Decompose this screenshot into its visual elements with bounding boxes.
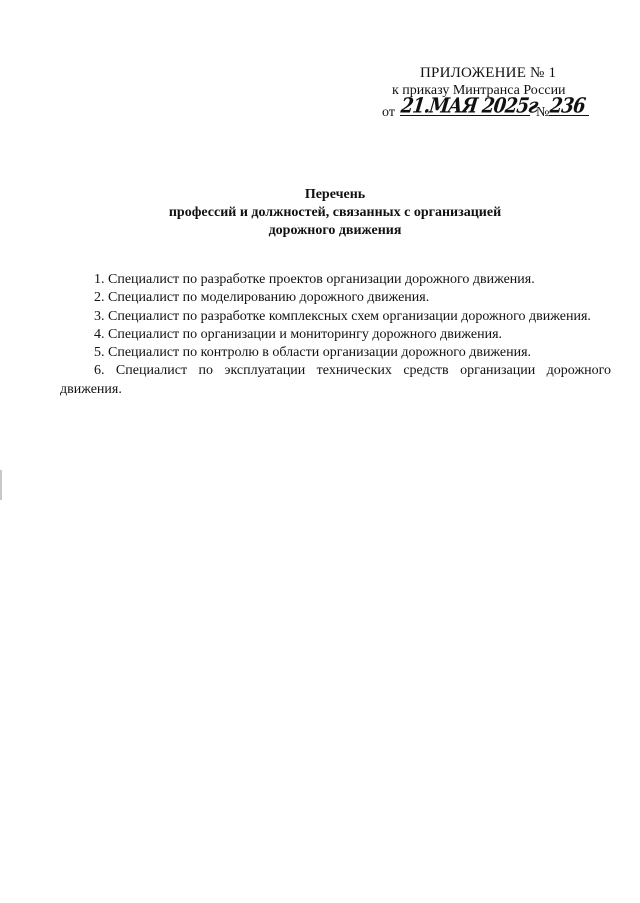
order-date-handwritten: 21.МАЯ 2025г	[399, 94, 539, 119]
scan-edge-mark	[0, 470, 2, 500]
document-heading	[60, 186, 610, 240]
heading-line-2: профессий и должностей, связанных с организацией	[168, 205, 502, 220]
list-item: 2. Специалист по моделированию дорожного движения.	[94, 290, 430, 306]
order-number-handwritten: 236	[548, 94, 587, 119]
heading-line-1: Перечень	[304, 187, 366, 202]
appendix-title: ПРИЛОЖЕНИЕ № 1	[420, 65, 557, 81]
appendix-subtitle: к приказу Минтранса России	[392, 83, 566, 98]
order-number-label: №	[536, 105, 550, 120]
professions-list	[60, 271, 611, 399]
list-item: 5. Специалист по контролю в области организации дорожного движения.	[94, 345, 532, 361]
list-item: 1. Специалист по разработке проектов организации дорожного движения.	[94, 272, 535, 287]
order-number-field	[548, 94, 589, 119]
heading-line-3: дорожного движения	[268, 223, 402, 238]
list-item: 6. Специалист по эксплуатации технических средств организации дорожного движения.	[60, 363, 611, 397]
list-item: 3. Специалист по разработке комплексных схем организации дорожного движения.	[94, 308, 591, 324]
list-item: 4. Специалист по организации и мониторингу дорожного движения.	[94, 326, 503, 342]
order-prefix: от	[382, 105, 395, 120]
order-date-field	[399, 94, 539, 119]
order-reference	[382, 94, 589, 120]
